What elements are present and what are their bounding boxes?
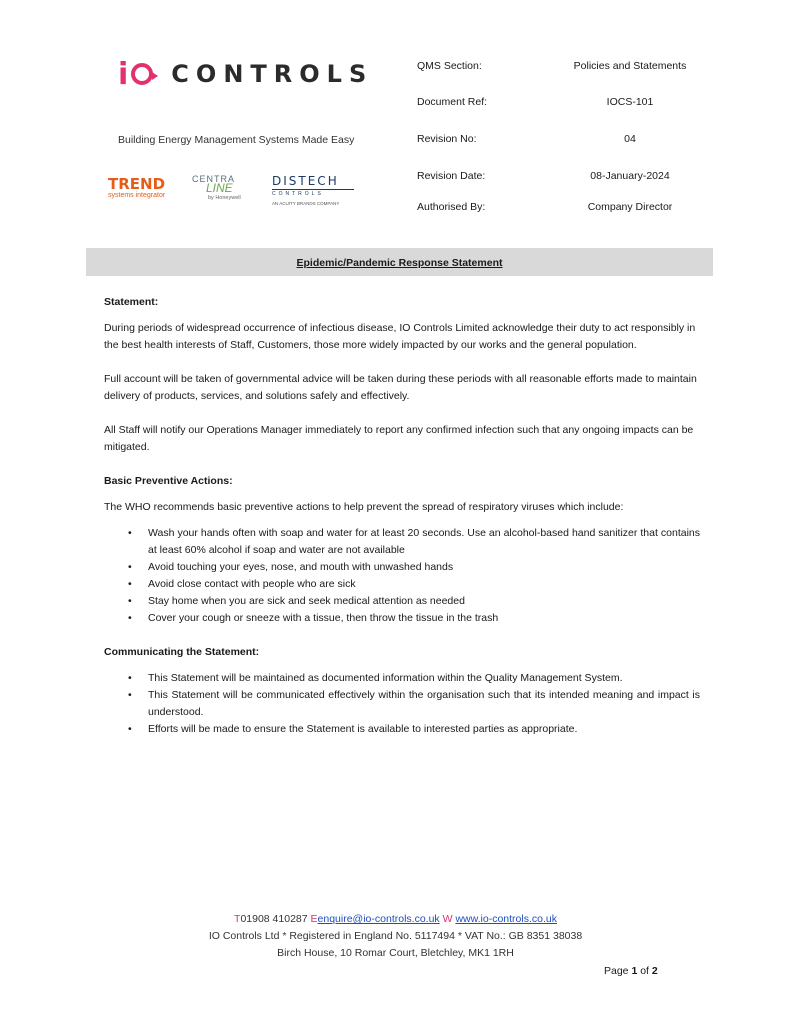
logo-ring-icon	[131, 63, 153, 85]
page-label: Page	[604, 965, 629, 977]
list-item: • Avoid touching your eyes, nose, and mouth with unwashed hands	[148, 559, 700, 576]
distech-name: DISTECH	[272, 174, 339, 188]
document-title: Epidemic/Pandemic Response Statement	[296, 257, 503, 269]
statement-paragraph: Full account will be taken of governmental advice will be taken during these periods with all reasonable efforts made to maintain delivery of products, services, and solutions safely and effectively.	[104, 373, 697, 402]
centraline-sub: by Honeywell	[208, 195, 241, 201]
email-link[interactable]: enquire@io-controls.co.uk	[317, 913, 440, 925]
list-item: • Stay home when you are sick and seek medical attention as needed	[148, 593, 700, 610]
preventive-heading: Basic Preventive Actions:	[104, 475, 233, 487]
website-link[interactable]: www.io-controls.co.uk	[455, 913, 557, 925]
page-current: 1	[631, 965, 638, 977]
authorised-by-label: Authorised By:	[417, 201, 486, 213]
trend-sub: systems integrator	[108, 192, 166, 199]
preventive-list	[104, 525, 700, 627]
list-item: • Efforts will be made to ensure the Statement is available to interested parties as appropriate.	[148, 721, 700, 738]
revision-date-label: Revision Date:	[417, 170, 486, 182]
qms-section-label: QMS Section:	[417, 60, 482, 72]
footer-contact-line	[0, 913, 791, 925]
centraline-name-top: CENTRA	[192, 174, 236, 184]
list-item: • Avoid close contact with people who are sick	[148, 576, 700, 593]
logo-io-letter: i	[118, 56, 130, 92]
list-item: • Cover your cough or sneeze with a tissue, then throw the tissue in the trash	[148, 610, 700, 627]
revision-no-value: 04	[624, 133, 636, 145]
page-of: of	[640, 965, 649, 977]
page-total: 2	[651, 965, 658, 977]
list-item: • This Statement will be maintained as documented information within the Quality Management System.	[148, 670, 700, 687]
statement-heading: Statement:	[104, 296, 159, 308]
email-prefix: E	[310, 913, 318, 925]
footer-address: Birch House, 10 Romar Court, Bletchley, MK1 1RH	[277, 947, 514, 959]
company-tagline: Building Energy Management Systems Made Easy	[118, 134, 355, 146]
communicating-list	[104, 670, 700, 738]
communicating-heading: Communicating the Statement:	[104, 646, 260, 658]
distech-fine: AN ACUITY BRANDS COMPANY	[272, 201, 340, 206]
website-prefix: W	[442, 913, 453, 925]
trend-name: TREND	[108, 175, 166, 193]
list-item: • Wash your hands often with soap and water for at least 20 seconds. Use an alcohol-based hand sanitizer that contains at least 60% alcohol if soap and water are not available	[148, 525, 700, 559]
revision-date-value: 08-January-2024	[590, 170, 670, 182]
centraline-name-bottom: LINE	[206, 181, 233, 195]
preventive-intro: The WHO recommends basic preventive actions to help prevent the spread of respiratory viruses which include:	[104, 501, 624, 513]
revision-no-label: Revision No:	[417, 133, 477, 145]
document-ref-value: IOCS-101	[606, 96, 654, 108]
phone-number: 01908 410287	[240, 913, 308, 925]
partner-logos	[108, 170, 358, 220]
document-body	[104, 294, 700, 755]
distech-logo	[272, 174, 354, 206]
centraline-logo	[192, 174, 264, 214]
statement-paragraph: During periods of widespread occurrence of infectious disease, IO Controls Limited acknowledge their duty to act responsibly in the best health interests of Staff, Customers, those more widely impacted by our works and the general population.	[104, 322, 696, 351]
statement-paragraph: All Staff will notify our Operations Manager immediately to report any confirmed infection such that any ongoing impacts can be mitigated.	[104, 424, 694, 453]
footer-registration: IO Controls Ltd * Registered in England No. 5117494 * VAT No.: GB 8351 38038	[208, 930, 583, 942]
qms-section-value: Policies and Statements	[573, 60, 687, 72]
logo-brand-text: CONTROLS	[171, 60, 374, 88]
io-controls-logo	[118, 54, 373, 94]
page-number	[604, 965, 658, 977]
list-item: • This Statement will be communicated effectively within the organisation such that its intended meaning and impact is understood.	[148, 687, 700, 721]
document-ref-label: Document Ref:	[417, 96, 488, 108]
distech-sub: CONTROLS	[272, 189, 354, 197]
trend-logo	[108, 176, 165, 199]
phone-prefix: T	[234, 913, 241, 925]
authorised-by-value: Company Director	[587, 201, 673, 213]
